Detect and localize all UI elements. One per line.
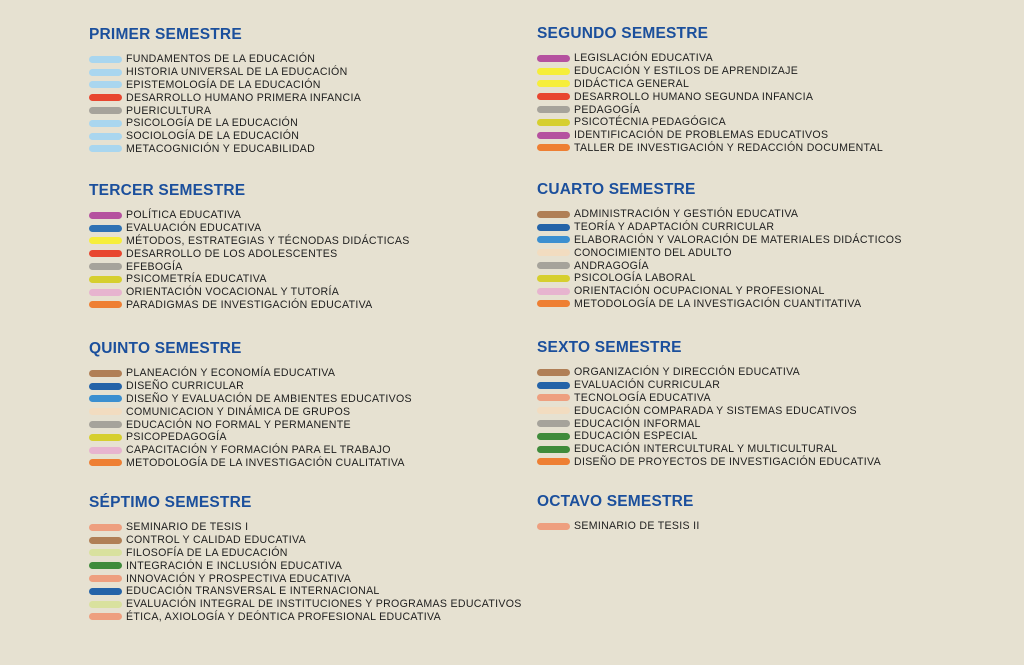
course-label: DISEÑO Y EVALUACIÓN DE AMBIENTES EDUCATIVOS: [126, 392, 412, 405]
course-label: PARADIGMAS DE INVESTIGACIÓN EDUCATIVA: [126, 298, 373, 311]
color-bar-icon: [89, 250, 122, 257]
course-label: PEDAGOGÍA: [574, 103, 641, 116]
color-bar-icon: [89, 549, 122, 556]
course-label: INTEGRACIÓN E INCLUSIÓN EDUCATIVA: [126, 559, 343, 572]
course-label: TECNOLOGÍA EDUCATIVA: [574, 391, 711, 404]
course-label: EDUCACIÓN NO FORMAL Y PERMANENTE: [126, 418, 351, 431]
color-bar-icon: [537, 407, 570, 414]
course-item: [537, 259, 1007, 272]
course-item: [537, 417, 1007, 430]
course-item: [537, 65, 1007, 78]
course-label: METODOLOGÍA DE LA INVESTIGACIÓN CUALITATIVA: [126, 456, 405, 469]
course-item: [537, 430, 1007, 443]
course-label: SEMINARIO DE TESIS II: [574, 520, 700, 533]
color-bar-icon: [89, 524, 122, 531]
course-label: EDUCACIÓN COMPARADA Y SISTEMAS EDUCATIVOS: [574, 404, 857, 417]
course-label: CAPACITACIÓN Y FORMACIÓN PARA EL TRABAJO: [126, 444, 391, 457]
semester-2: [537, 25, 1007, 154]
course-label: SEMINARIO DE TESIS I: [126, 521, 249, 534]
color-bar-icon: [89, 408, 122, 415]
color-bar-icon: [537, 236, 570, 243]
color-bar-icon: [537, 106, 570, 113]
course-item: [89, 299, 559, 312]
course-label: EDUCACIÓN ESPECIAL: [574, 430, 698, 443]
color-bar-icon: [537, 446, 570, 453]
color-bar-icon: [89, 459, 122, 466]
course-item: [537, 246, 1007, 259]
course-item: [89, 380, 559, 393]
course-label: EDUCACIÓN INFORMAL: [574, 417, 701, 430]
semester-8: [537, 493, 1007, 533]
color-bar-icon: [537, 369, 570, 376]
course-item: [89, 130, 559, 143]
course-item: [89, 405, 559, 418]
course-item: [89, 418, 559, 431]
course-item: [537, 103, 1007, 116]
course-item: [89, 572, 559, 585]
color-bar-icon: [89, 120, 122, 127]
course-item: [537, 78, 1007, 91]
color-bar-icon: [89, 613, 122, 620]
course-label: FUNDAMENTOS DE LA EDUCACIÓN: [126, 53, 316, 66]
semester-title: SEGUNDO SEMESTRE: [537, 25, 709, 42]
semester-title: SEXTO SEMESTRE: [537, 339, 682, 356]
course-item: [537, 298, 1007, 311]
color-bar-icon: [537, 433, 570, 440]
course-item: [89, 143, 559, 156]
course-item: [537, 142, 1007, 155]
course-item: [89, 521, 559, 534]
semester-4: [537, 181, 1007, 310]
color-bar-icon: [537, 275, 570, 282]
color-bar-icon: [89, 81, 122, 88]
course-item: [537, 52, 1007, 65]
course-label: METODOLOGÍA DE LA INVESTIGACIÓN CUANTITATIVA: [574, 297, 862, 310]
color-bar-icon: [537, 119, 570, 126]
course-label: PSICOLOGÍA DE LA EDUCACIÓN: [126, 117, 299, 130]
color-bar-icon: [89, 145, 122, 152]
course-item: [89, 431, 559, 444]
color-bar-icon: [89, 237, 122, 244]
color-bar-icon: [89, 276, 122, 283]
semester-7: [89, 494, 559, 623]
course-label: EDUCACIÓN TRANSVERSAL E INTERNACIONAL: [126, 585, 380, 598]
color-bar-icon: [537, 382, 570, 389]
color-bar-icon: [89, 133, 122, 140]
color-bar-icon: [537, 80, 570, 87]
course-label: EFEBOGÍA: [126, 260, 183, 273]
semester-title: CUARTO SEMESTRE: [537, 181, 696, 198]
semester-title: TERCER SEMESTRE: [89, 182, 246, 199]
color-bar-icon: [89, 447, 122, 454]
course-label: EPISTEMOLOGÍA DE LA EDUCACIÓN: [126, 78, 321, 91]
course-label: PSICOPEDAGOGÍA: [126, 431, 227, 444]
course-item: [537, 392, 1007, 405]
course-label: PLANEACIÓN Y ECONOMÍA EDUCATIVA: [126, 367, 336, 380]
color-bar-icon: [537, 144, 570, 151]
color-bar-icon: [89, 421, 122, 428]
color-bar-icon: [89, 69, 122, 76]
color-bar-icon: [89, 537, 122, 544]
course-label: INNOVACIÓN Y PROSPECTIVA EDUCATIVA: [126, 572, 352, 585]
course-item: [537, 404, 1007, 417]
color-bar-icon: [537, 523, 570, 530]
color-bar-icon: [89, 601, 122, 608]
course-label: FILOSOFÍA DE LA EDUCACIÓN: [126, 546, 288, 559]
course-label: ELABORACIÓN Y VALORACIÓN DE MATERIALES DIDÁCTICOS: [574, 233, 902, 246]
color-bar-icon: [537, 262, 570, 269]
semester-title: QUINTO SEMESTRE: [89, 340, 242, 357]
course-item: [89, 286, 559, 299]
course-label: ORGANIZACIÓN Y DIRECCIÓN EDUCATIVA: [574, 366, 801, 379]
course-label: MÉTODOS, ESTRATEGIAS Y TÉCNODAS DIDÁCTICAS: [126, 234, 410, 247]
course-item: [537, 221, 1007, 234]
course-label: POLÍTICA EDUCATIVA: [126, 209, 242, 222]
course-label: METACOGNICIÓN Y EDUCABILIDAD: [126, 142, 316, 155]
course-item: [89, 222, 559, 235]
color-bar-icon: [89, 263, 122, 270]
course-item: [537, 234, 1007, 247]
course-item: [537, 520, 1007, 533]
course-item: [89, 547, 559, 560]
color-bar-icon: [89, 56, 122, 63]
course-item: [537, 272, 1007, 285]
course-label: ORIENTACIÓN VOCACIONAL Y TUTORÍA: [126, 286, 340, 299]
course-label: LEGISLACIÓN EDUCATIVA: [574, 52, 713, 65]
course-label: ANDRAGOGÍA: [574, 259, 649, 272]
course-item: [89, 235, 559, 248]
course-label: PUERICULTURA: [126, 104, 212, 117]
course-item: [537, 129, 1007, 142]
course-item: [537, 379, 1007, 392]
course-item: [89, 585, 559, 598]
semester-title: SÉPTIMO SEMESTRE: [89, 494, 252, 511]
course-label: DESARROLLO HUMANO PRIMERA INFANCIA: [126, 91, 362, 104]
course-label: TALLER DE INVESTIGACIÓN Y REDACCIÓN DOCUMENTAL: [574, 141, 884, 154]
course-item: [89, 117, 559, 130]
course-label: DESARROLLO HUMANO SEGUNDA INFANCIA: [574, 90, 814, 103]
color-bar-icon: [537, 211, 570, 218]
color-bar-icon: [89, 301, 122, 308]
color-bar-icon: [537, 68, 570, 75]
color-bar-icon: [89, 107, 122, 114]
course-item: [89, 611, 559, 624]
course-item: [537, 116, 1007, 129]
course-item: [537, 208, 1007, 221]
color-bar-icon: [537, 394, 570, 401]
color-bar-icon: [537, 300, 570, 307]
course-label: COMUNICACION Y DINÁMICA DE GRUPOS: [126, 405, 351, 418]
course-item: [537, 456, 1007, 469]
color-bar-icon: [89, 225, 122, 232]
color-bar-icon: [537, 93, 570, 100]
color-bar-icon: [89, 94, 122, 101]
course-label: DESARROLLO DE LOS ADOLESCENTES: [126, 247, 338, 260]
course-item: [89, 534, 559, 547]
course-label: EVALUACIÓN EDUCATIVA: [126, 222, 262, 235]
color-bar-icon: [89, 212, 122, 219]
course-label: EDUCACIÓN INTERCULTURAL Y MULTICULTURAL: [574, 443, 838, 456]
color-bar-icon: [89, 289, 122, 296]
course-item: [89, 209, 559, 222]
semester-1: [89, 26, 559, 155]
course-label: SOCIOLOGÍA DE LA EDUCACIÓN: [126, 130, 300, 143]
color-bar-icon: [89, 588, 122, 595]
course-label: EVALUACIÓN CURRICULAR: [574, 379, 721, 392]
course-item: [89, 444, 559, 457]
course-label: PSICOLOGÍA LABORAL: [574, 272, 696, 285]
course-item: [537, 443, 1007, 456]
color-bar-icon: [537, 224, 570, 231]
color-bar-icon: [89, 370, 122, 377]
course-item: [89, 273, 559, 286]
course-item: [89, 260, 559, 273]
semester-3: [89, 182, 559, 311]
course-label: ORIENTACIÓN OCUPACIONAL Y PROFESIONAL: [574, 285, 825, 298]
semester-5: [89, 340, 559, 469]
course-item: [89, 79, 559, 92]
course-item: [89, 559, 559, 572]
course-item: [89, 247, 559, 260]
course-label: PSICOTÉCNIA PEDAGÓGICA: [574, 116, 726, 129]
color-bar-icon: [537, 288, 570, 295]
semester-title: PRIMER SEMESTRE: [89, 26, 242, 43]
course-item: [89, 104, 559, 117]
color-bar-icon: [537, 249, 570, 256]
semester-6: [537, 339, 1007, 468]
course-item: [537, 366, 1007, 379]
course-label: ÉTICA, AXIOLOGÍA Y DEÓNTICA PROFESIONAL EDUCATIVA: [126, 610, 441, 623]
color-bar-icon: [89, 562, 122, 569]
color-bar-icon: [537, 420, 570, 427]
course-item: [89, 393, 559, 406]
course-label: DISEÑO CURRICULAR: [126, 380, 245, 393]
course-label: CONOCIMIENTO DEL ADULTO: [574, 246, 732, 259]
course-item: [89, 53, 559, 66]
course-item: [89, 367, 559, 380]
course-item: [537, 285, 1007, 298]
course-item: [89, 598, 559, 611]
course-item: [537, 90, 1007, 103]
color-bar-icon: [537, 132, 570, 139]
color-bar-icon: [89, 395, 122, 402]
course-label: PSICOMETRÍA EDUCATIVA: [126, 273, 267, 286]
course-item: [89, 66, 559, 79]
course-label: TEORÍA Y ADAPTACIÓN CURRICULAR: [574, 221, 775, 234]
color-bar-icon: [89, 383, 122, 390]
course-label: CONTROL Y CALIDAD EDUCATIVA: [126, 534, 306, 547]
course-label: DISEÑO DE PROYECTOS DE INVESTIGACIÓN EDUCATIVA: [574, 455, 881, 468]
course-label: DIDÁCTICA GENERAL: [574, 77, 690, 90]
course-item: [89, 457, 559, 470]
semester-title: OCTAVO SEMESTRE: [537, 493, 694, 510]
course-item: [89, 91, 559, 104]
course-label: HISTORIA UNIVERSAL DE LA EDUCACIÓN: [126, 66, 348, 79]
color-bar-icon: [89, 434, 122, 441]
course-label: IDENTIFICACIÓN DE PROBLEMAS EDUCATIVOS: [574, 129, 829, 142]
color-bar-icon: [537, 458, 570, 465]
course-label: EVALUACIÓN INTEGRAL DE INSTITUCIONES Y PROGRAMAS EDUCATIVOS: [126, 598, 522, 611]
course-label: EDUCACIÓN Y ESTILOS DE APRENDIZAJE: [574, 65, 799, 78]
course-label: ADMINISTRACIÓN Y GESTIÓN EDUCATIVA: [574, 208, 799, 221]
color-bar-icon: [537, 55, 570, 62]
color-bar-icon: [89, 575, 122, 582]
